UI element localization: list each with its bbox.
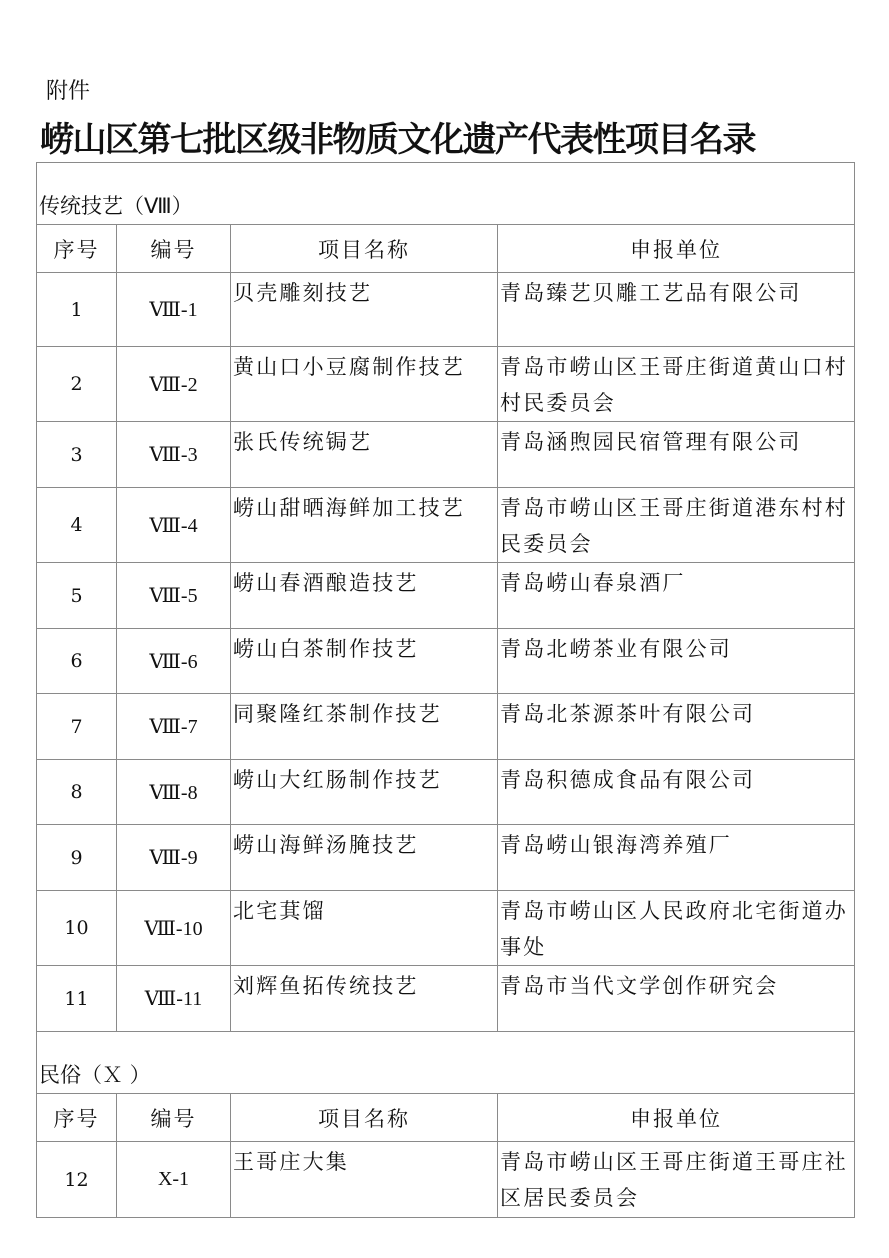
- row-project-name: 崂山白茶制作技艺: [231, 629, 498, 694]
- header-project-name: 项目名称: [231, 1094, 498, 1142]
- table-row: [37, 347, 855, 422]
- row-serial: 10: [37, 891, 117, 966]
- header-applicant-unit: 申报单位: [498, 225, 855, 273]
- row-applicant-unit: 青岛市崂山区王哥庄街道黄山口村村民委员会: [498, 347, 855, 422]
- table-row: [37, 891, 855, 966]
- row-code: Ⅷ-5: [117, 563, 231, 629]
- row-serial: 7: [37, 694, 117, 760]
- row-applicant-unit: 青岛市崂山区王哥庄街道港东村村民委员会: [498, 488, 855, 563]
- row-project-name: 同聚隆红茶制作技艺: [231, 694, 498, 760]
- row-code: Ⅷ-7: [117, 694, 231, 760]
- row-serial: 9: [37, 825, 117, 891]
- header-serial: 序号: [37, 1094, 117, 1142]
- attachment-label: 附件: [46, 79, 91, 104]
- row-code: Ⅷ-3: [117, 422, 231, 488]
- row-applicant-unit: 青岛北崂茶业有限公司: [498, 629, 855, 694]
- row-code: Ⅷ-1: [117, 273, 231, 347]
- row-project-name: 黄山口小豆腐制作技艺: [231, 347, 498, 422]
- row-applicant-unit: 青岛积德成食品有限公司: [498, 760, 855, 825]
- row-applicant-unit: 青岛涵煦园民宿管理有限公司: [498, 422, 855, 488]
- header-code: 编号: [117, 225, 231, 273]
- row-serial: 2: [37, 347, 117, 422]
- table-row: [37, 825, 855, 891]
- row-code: Ⅷ-8: [117, 760, 231, 825]
- row-applicant-unit: 青岛臻艺贝雕工艺品有限公司: [498, 273, 855, 347]
- page-title: 崂山区第七批区级非物质文化遗产代表性项目名录: [40, 120, 755, 160]
- row-serial: 8: [37, 760, 117, 825]
- row-code: Ⅷ-10: [117, 891, 231, 966]
- row-code: Ⅷ-9: [117, 825, 231, 891]
- row-project-name: 张氏传统锔艺: [231, 422, 498, 488]
- table-row: [37, 563, 855, 629]
- row-serial: 1: [37, 273, 117, 347]
- row-serial: 4: [37, 488, 117, 563]
- row-applicant-unit: 青岛市当代文学创作研究会: [498, 966, 855, 1032]
- header-project-name: 项目名称: [231, 225, 498, 273]
- row-project-name: 崂山春酒酿造技艺: [231, 563, 498, 629]
- table-row: [37, 694, 855, 760]
- table-row: [37, 629, 855, 694]
- row-serial: 3: [37, 422, 117, 488]
- row-serial: 11: [37, 966, 117, 1032]
- table-row: [37, 760, 855, 825]
- heritage-table: [36, 162, 855, 1218]
- section-title-folk-customs: 民俗（Ｘ ）: [37, 1032, 855, 1094]
- row-serial: 12: [37, 1142, 117, 1218]
- row-serial: 5: [37, 563, 117, 629]
- section-title-traditional-crafts: 传统技艺（Ⅷ）: [37, 163, 855, 225]
- table-header-row: [37, 225, 855, 273]
- table-row: [37, 422, 855, 488]
- row-project-name: 崂山大红肠制作技艺: [231, 760, 498, 825]
- table-row: [37, 966, 855, 1032]
- header-code: 编号: [117, 1094, 231, 1142]
- row-applicant-unit: 青岛崂山银海湾养殖厂: [498, 825, 855, 891]
- row-serial: 6: [37, 629, 117, 694]
- row-code: Ⅷ-4: [117, 488, 231, 563]
- row-applicant-unit: 青岛崂山春泉酒厂: [498, 563, 855, 629]
- row-project-name: 王哥庄大集: [231, 1142, 498, 1218]
- row-applicant-unit: 青岛市崂山区人民政府北宅街道办事处: [498, 891, 855, 966]
- row-project-name: 刘辉鱼拓传统技艺: [231, 966, 498, 1032]
- table-row: [37, 488, 855, 563]
- header-serial: 序号: [37, 225, 117, 273]
- table-row: [37, 273, 855, 347]
- header-applicant-unit: 申报单位: [498, 1094, 855, 1142]
- row-project-name: 北宅萁馏: [231, 891, 498, 966]
- row-applicant-unit: 青岛北茶源茶叶有限公司: [498, 694, 855, 760]
- row-code: X-1: [117, 1142, 231, 1218]
- table-header-row: [37, 1094, 855, 1142]
- row-project-name: 崂山海鲜汤腌技艺: [231, 825, 498, 891]
- row-applicant-unit: 青岛市崂山区王哥庄街道王哥庄社区居民委员会: [498, 1142, 855, 1218]
- row-code: Ⅷ-6: [117, 629, 231, 694]
- row-code: Ⅷ-11: [117, 966, 231, 1032]
- table-row: [37, 1142, 855, 1218]
- row-code: Ⅷ-2: [117, 347, 231, 422]
- row-project-name: 贝壳雕刻技艺: [231, 273, 498, 347]
- row-project-name: 崂山甜晒海鲜加工技艺: [231, 488, 498, 563]
